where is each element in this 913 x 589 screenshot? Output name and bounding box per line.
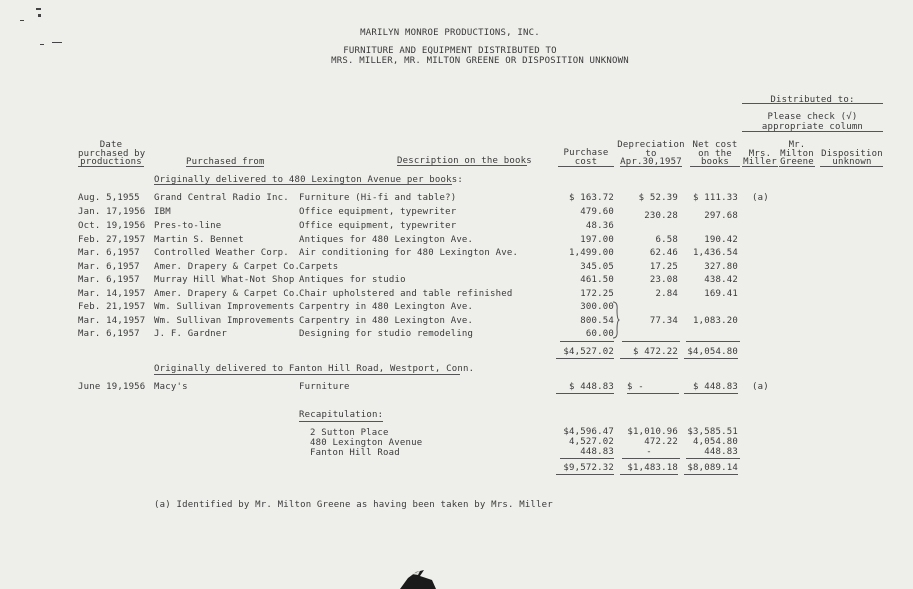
row-from: Murray Hill What-Not Shop xyxy=(154,275,295,285)
recap-net: $3,585.51 xyxy=(687,427,738,437)
row-from: Wm. Sullivan Improvements xyxy=(154,302,295,312)
row-date: Mar. 14,1957 xyxy=(78,316,146,326)
row-cost: 800.54 xyxy=(580,316,614,326)
doc-title-line2: MRS. MILLER, MR. MILTON GREENE OR DISPOSITION UNKNOWN xyxy=(331,56,629,66)
row-net: 327.80 xyxy=(704,262,738,272)
col-disp-header-2: unknown xyxy=(832,157,872,167)
divider xyxy=(397,165,527,166)
section1-total-dep: $ 472.22 xyxy=(620,347,678,359)
distributed-label: Distributed to: xyxy=(770,95,855,105)
recap-dep: 472.22 xyxy=(644,437,678,447)
row-desc: Antiques for 480 Lexington Ave. xyxy=(299,235,474,245)
recap-total-dep: $1,483.18 xyxy=(620,463,678,475)
section1-heading: Originally delivered to 480 Lexington Avenue per books: xyxy=(154,175,464,185)
smudge-mark xyxy=(40,44,44,45)
recap-label: 480 Lexington Avenue xyxy=(310,438,423,448)
recap-cost: 4,527.02 xyxy=(569,437,614,447)
divider xyxy=(78,166,144,167)
col-cost-header-2: cost xyxy=(574,157,598,167)
row-dep: 62.46 xyxy=(649,248,678,258)
row-from: Grand Central Radio Inc. xyxy=(154,193,289,203)
divider xyxy=(820,166,883,167)
smudge-mark xyxy=(52,42,62,43)
combined-net-sullivan: 1,083.20 xyxy=(693,316,738,326)
smudge-mark xyxy=(20,20,24,21)
row-date: June 19,1956 xyxy=(78,382,146,392)
recap-net: 4,054.80 xyxy=(693,437,738,447)
paper-tear-mark xyxy=(398,568,438,589)
row-net: 190.42 xyxy=(704,235,738,245)
col-cost-header-1: Purchase xyxy=(563,148,609,158)
divider xyxy=(186,166,264,167)
row-cost: 479.60 xyxy=(580,207,614,217)
row-cost: 48.36 xyxy=(585,221,614,231)
check-instruction-1: Please check (√) xyxy=(767,112,858,122)
row-date: Aug. 5,1955 xyxy=(78,193,140,203)
footnote: (a) Identified by Mr. Milton Greene as having been taken by Mrs. Miller xyxy=(154,500,553,510)
row-net: 438.42 xyxy=(704,275,738,285)
row-dep: 6.58 xyxy=(655,235,678,245)
divider xyxy=(622,341,680,342)
divider xyxy=(742,131,883,132)
row-from: J. F. Gardner xyxy=(154,329,228,339)
row-from: Martin S. Bennet xyxy=(154,235,244,245)
row-date: Mar. 6,1957 xyxy=(78,329,140,339)
row-desc: Furniture xyxy=(299,382,350,392)
col-dep-header-1: Depreciation xyxy=(617,140,685,150)
divider xyxy=(558,166,614,167)
col-greene-header-2: Milton xyxy=(780,149,814,159)
row-desc: Air conditioning for 480 Lexington Ave. xyxy=(299,248,519,258)
row-dep: $ 52.39 xyxy=(638,193,678,203)
divider xyxy=(742,103,883,104)
row-cost: 172.25 xyxy=(580,289,614,299)
combined-net-ibm: 297.68 xyxy=(704,211,738,221)
col-greene-header-3: Greene xyxy=(780,157,814,167)
row-net: $ 111.33 xyxy=(693,193,738,203)
divider xyxy=(686,458,740,459)
row-desc: Carpets xyxy=(299,262,339,272)
row-cost: 461.50 xyxy=(580,275,614,285)
row-dep: $ - xyxy=(627,382,679,394)
smudge-mark xyxy=(38,14,41,17)
col-net-header-1: Net cost xyxy=(692,140,738,150)
divider xyxy=(560,341,614,342)
recap-cost: $4,596.47 xyxy=(563,427,614,437)
divider xyxy=(620,166,682,167)
divider xyxy=(690,166,740,167)
row-date: Mar. 6,1957 xyxy=(78,248,140,258)
divider xyxy=(742,166,778,167)
company-name: MARILYN MONROE PRODUCTIONS, INC. xyxy=(360,28,540,38)
divider xyxy=(686,341,740,342)
recap-total-net: $8,089.14 xyxy=(684,463,738,475)
row-cost: $ 448.83 xyxy=(556,382,614,394)
col-from-header: Purchased from xyxy=(186,157,265,167)
col-dep-header-2: to xyxy=(645,149,657,159)
row-date: Oct. 19,1956 xyxy=(78,221,146,231)
row-date: Mar. 6,1957 xyxy=(78,262,140,272)
smudge-mark xyxy=(36,8,41,10)
divider xyxy=(622,458,680,459)
recap-heading: Recapitulation: xyxy=(299,410,384,420)
recap-total-cost: $9,572.32 xyxy=(556,463,614,475)
row-date: Mar. 6,1957 xyxy=(78,275,140,285)
row-from: Controlled Weather Corp. xyxy=(154,248,289,258)
row-desc: Carpentry in 480 Lexington Ave. xyxy=(299,302,474,312)
section1-total-cost: $4,527.02 xyxy=(556,347,614,359)
row-cost: 300.00 xyxy=(580,302,614,312)
row-from: Macy's xyxy=(154,382,188,392)
row-date: Jan. 17,1956 xyxy=(78,207,146,217)
col-date-header-3: productions xyxy=(80,157,142,167)
row-desc: Antiques for studio xyxy=(299,275,406,285)
row-desc: Chair upholstered and table refinished xyxy=(299,289,513,299)
row-desc: Furniture (Hi-fi and table?) xyxy=(299,193,457,203)
row-desc: Office equipment, typewriter xyxy=(299,207,457,217)
col-miller-header-2: Miller xyxy=(743,157,777,167)
row-cost: 345.05 xyxy=(580,262,614,272)
col-date-header-1: Date xyxy=(99,140,123,150)
row-net: 169.41 xyxy=(704,289,738,299)
col-disp-header-1: Disposition xyxy=(821,149,883,159)
divider xyxy=(154,184,452,185)
combined-dep-ibm: 230.28 xyxy=(644,211,678,221)
row-from: IBM xyxy=(154,207,171,217)
row-dep: 17.25 xyxy=(649,262,678,272)
divider xyxy=(560,458,614,459)
row-desc: Designing for studio remodeling xyxy=(299,329,474,339)
recap-label: 2 Sutton Place xyxy=(310,428,389,438)
doc-title-line1: FURNITURE AND EQUIPMENT DISTRIBUTED TO xyxy=(343,46,557,56)
divider xyxy=(779,166,815,167)
row-from: Wm. Sullivan Improvements xyxy=(154,316,295,326)
row-from: Amer. Drapery & Carpet Co. xyxy=(154,289,301,299)
col-miller-header-1: Mrs. xyxy=(748,149,772,159)
row-desc: Carpentry in 480 Lexington Ave. xyxy=(299,316,474,326)
row-date: Feb. 21,1957 xyxy=(78,302,146,312)
row-net: 1,436.54 xyxy=(693,248,738,258)
row-cost: 197.00 xyxy=(580,235,614,245)
row-from: Amer. Drapery & Carpet Co. xyxy=(154,262,301,272)
row-cost: $ 163.72 xyxy=(569,193,614,203)
row-cost: 60.00 xyxy=(585,329,614,339)
col-desc-header: Description on the books xyxy=(397,156,532,166)
section2-heading: Originally delivered to Fanton Hill Road, Westport, Conn. xyxy=(154,364,475,374)
row-date: Mar. 14,1957 xyxy=(78,289,146,299)
recap-label: Fanton Hill Road xyxy=(310,448,400,458)
combined-dep-sullivan: 77.34 xyxy=(649,316,678,326)
recap-net: 448.83 xyxy=(704,447,738,457)
row-desc: Office equipment, typewriter xyxy=(299,221,457,231)
row-dep: 2.84 xyxy=(655,289,678,299)
recap-dep: $1,010.96 xyxy=(627,427,678,437)
recap-dep: - xyxy=(646,447,652,457)
row-from: Pres-to-line xyxy=(154,221,222,231)
section1-total-net: $4,054.80 xyxy=(684,347,738,359)
col-net-header-3: books xyxy=(700,157,730,167)
check-instruction-2: appropriate column xyxy=(761,122,864,132)
row-dep: 23.08 xyxy=(649,275,678,285)
row-cost: 1,499.00 xyxy=(569,248,614,258)
row-date: Feb. 27,1957 xyxy=(78,235,146,245)
row-mark: (a) xyxy=(752,193,769,203)
col-date-header-2: purchased by xyxy=(78,149,146,159)
row-mark: (a) xyxy=(752,382,769,392)
col-dep-header-3: Apr.30,1957 xyxy=(620,157,682,167)
bracket-mark xyxy=(612,301,620,339)
divider xyxy=(154,374,460,375)
recap-cost: 448.83 xyxy=(580,447,614,457)
row-net: $ 448.83 xyxy=(684,382,738,394)
col-greene-header-1: Mr. xyxy=(788,140,806,150)
col-net-header-2: on the xyxy=(698,149,732,159)
